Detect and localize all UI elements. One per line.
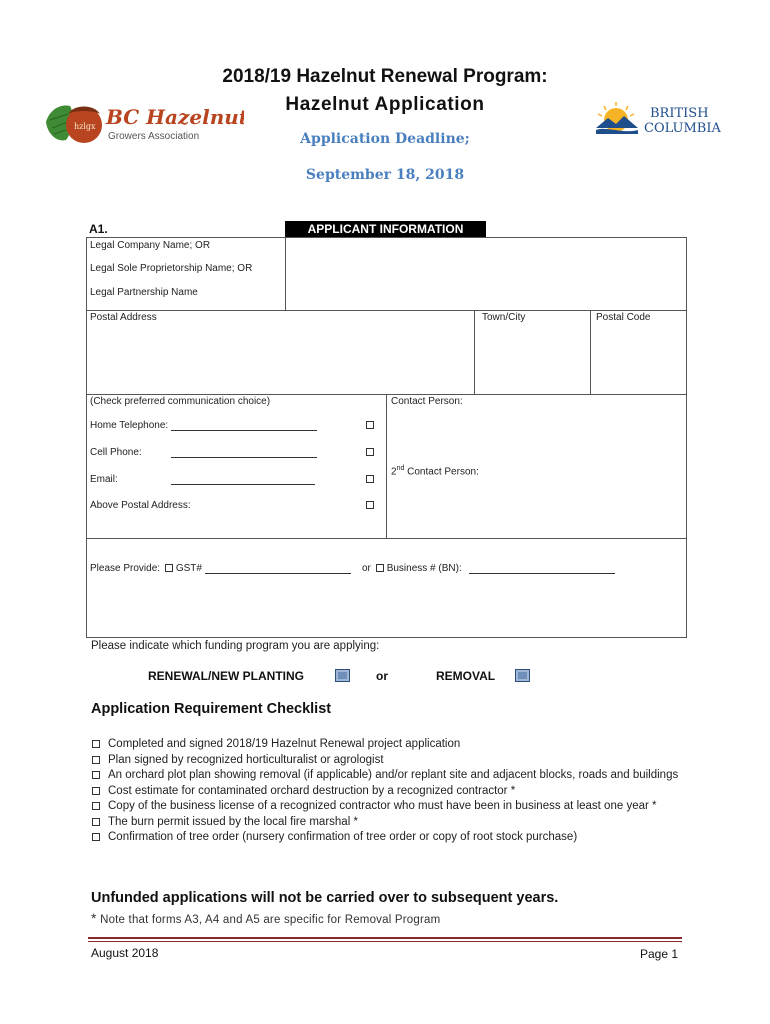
footer-page-number: Page 1 [640, 947, 679, 961]
please-provide-row: Please Provide: GST# [90, 563, 202, 574]
postal-address-field[interactable] [88, 325, 472, 393]
checklist-checkbox[interactable] [92, 833, 100, 841]
unfunded-warning: Unfunded applications will not be carried over to subsequent years. [91, 890, 559, 906]
footer-date: August 2018 [91, 946, 159, 960]
checklist-item: Confirmation of tree order (nursery confirmation of tree order or copy of root stock purchase) [91, 830, 691, 846]
title-line-2: Hazelnut Application [285, 94, 485, 115]
hazelnut-leaf-icon [44, 100, 244, 146]
above-postal-checkbox[interactable] [366, 501, 374, 509]
removal-note: * Note that forms A3, A4 and A5 are specific for Removal Program [91, 910, 441, 926]
comm-block-bottom [86, 538, 687, 539]
cell-phone-field[interactable] [171, 457, 317, 458]
logo-badge-text: hzlgx [74, 122, 96, 131]
removal-option-label: REMOVAL [436, 669, 496, 683]
name-divider [285, 237, 286, 310]
cell-phone-checkbox[interactable] [366, 448, 374, 456]
gst-checkbox[interactable] [165, 564, 173, 572]
contact-person-field[interactable] [470, 396, 684, 456]
checklist-item: The burn permit issued by the local fire marshal * [91, 815, 691, 831]
checklist-item: Cost estimate for contaminated orchard destruction by a recognized contractor * [91, 784, 691, 800]
deadline-label: Application Deadline; [300, 131, 470, 147]
postal-address-label: Postal Address [90, 312, 157, 323]
business-number-checkbox[interactable] [376, 564, 384, 572]
checklist-item: Copy of the business license of a recognized contractor who must have been in business at least one year * [91, 799, 691, 815]
checklist-checkbox[interactable] [92, 787, 100, 795]
email-checkbox[interactable] [366, 475, 374, 483]
removal-checkbox[interactable] [515, 669, 530, 682]
logo-name: BC Hazelnut [106, 105, 244, 129]
form-border-left [86, 237, 87, 637]
section-id: A1. [89, 222, 108, 236]
postal-code-divider [590, 310, 591, 394]
checklist-checkbox[interactable] [92, 771, 100, 779]
town-city-label: Town/City [482, 312, 526, 323]
home-telephone-field[interactable] [171, 430, 317, 431]
checklist-checkbox[interactable] [92, 740, 100, 748]
second-contact-field[interactable] [482, 465, 684, 535]
applicant-name-field[interactable] [287, 239, 685, 309]
section-title: APPLICANT INFORMATION [285, 221, 486, 238]
funding-or: or [376, 669, 388, 683]
form-border-bottom [86, 637, 687, 638]
second-contact-label: 2nd Contact Person: [391, 465, 479, 478]
business-number-row: or Business # (BN): [362, 563, 462, 574]
legal-partnership-label: Legal Partnership Name [90, 287, 198, 298]
bc-sun-mountain-icon [594, 100, 734, 136]
checklist-checkbox[interactable] [92, 818, 100, 826]
town-divider [474, 310, 475, 394]
comm-choice-label: (Check preferred communication choice) [90, 396, 271, 407]
funding-question: Please indicate which funding program you are applying: [91, 640, 380, 652]
cell-phone-label: Cell Phone: [90, 447, 142, 458]
footer-rule [88, 937, 682, 939]
logo-subtitle: Growers Association [108, 131, 200, 142]
title-line-1: 2018/19 Hazelnut Renewal Program: [222, 66, 548, 87]
gst-field[interactable] [205, 573, 351, 574]
checklist-item: Plan signed by recognized horticulturalist or agrologist [91, 753, 691, 769]
email-label: Email: [90, 474, 118, 485]
above-postal-label: Above Postal Address: [90, 500, 191, 511]
checklist-title: Application Requirement Checklist [91, 701, 332, 717]
british-columbia-logo [594, 100, 734, 136]
contact-person-label: Contact Person: [391, 396, 463, 407]
name-block-bottom [86, 310, 687, 311]
checklist-checkbox[interactable] [92, 756, 100, 764]
checklist-item: An orchard plot plan showing removal (if applicable) and/or replant site and adjacent blocks, roads and buildings [91, 768, 691, 784]
home-telephone-checkbox[interactable] [366, 421, 374, 429]
checklist [91, 737, 691, 846]
bc-hazelnut-logo [44, 100, 244, 146]
contact-divider [386, 394, 387, 538]
renewal-option-label: RENEWAL/NEW PLANTING [148, 669, 304, 683]
postal-code-label: Postal Code [596, 312, 651, 323]
logo-line-1: BRITISH [650, 106, 709, 121]
town-city-field[interactable] [476, 325, 589, 393]
form-border-right [686, 237, 687, 637]
form-border-top [86, 237, 687, 238]
business-number-field[interactable] [469, 573, 615, 574]
logo-line-2: COLUMBIA [644, 121, 721, 136]
checklist-item: Completed and signed 2018/19 Hazelnut Renewal project application [91, 737, 691, 753]
home-telephone-label: Home Telephone: [90, 420, 169, 431]
email-field[interactable] [171, 484, 315, 485]
deadline-date: September 18, 2018 [305, 167, 465, 183]
legal-sole-label: Legal Sole Proprietorship Name; OR [90, 263, 253, 274]
checklist-checkbox[interactable] [92, 802, 100, 810]
renewal-checkbox[interactable] [335, 669, 350, 682]
postal-code-field[interactable] [592, 325, 685, 393]
footer-rule-thin [88, 941, 682, 942]
legal-company-label: Legal Company Name; OR [90, 240, 211, 251]
